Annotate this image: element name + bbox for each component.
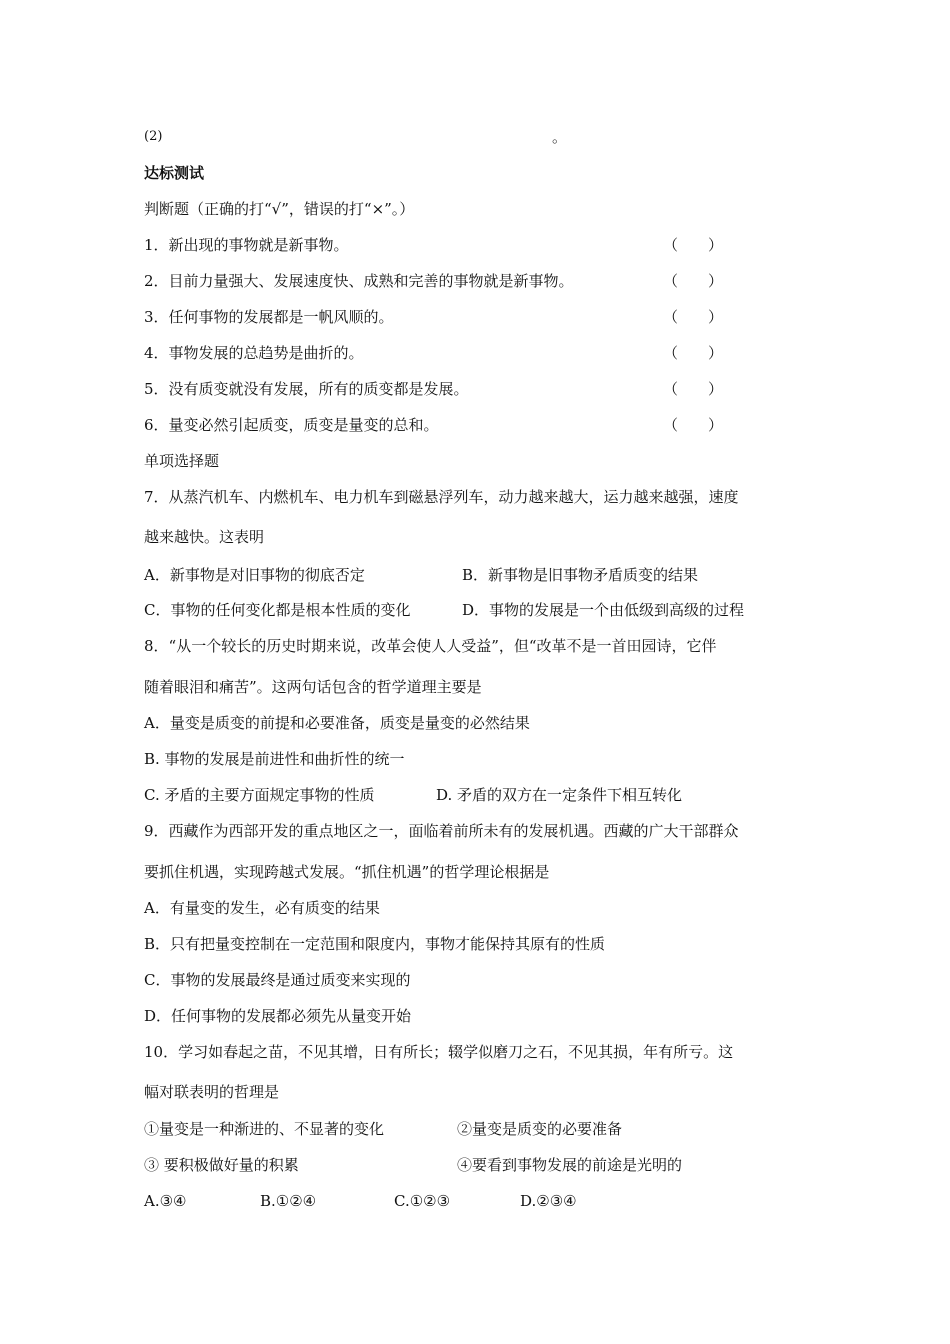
question-10-statement-1: ①量变是一种渐进的、不显著的变化	[144, 1120, 385, 1138]
question-8-option-c: C. 矛盾的主要方面规定事物的性质	[144, 786, 375, 804]
question-8-option-a: A．量变是质变的前提和必要准备，质变是量变的必然结果	[144, 714, 530, 732]
answer-blank-2: （ ）	[663, 272, 724, 290]
judge-item-4: 4．事物发展的总趋势是曲折的。	[144, 344, 364, 362]
question-9-option-d: D．任何事物的发展都必须先从量变开始	[144, 1007, 412, 1025]
question-9-option-a: A．有量变的发生，必有质变的结果	[144, 899, 380, 917]
answer-blank-4: （ ）	[663, 344, 724, 362]
question-9-line-1: 9．西藏作为西部开发的重点地区之一，面临着前所未有的发展机遇。西藏的广大干部群众	[144, 822, 739, 840]
question-7-option-c: C．事物的任何变化都是根本性质的变化	[144, 601, 411, 619]
judge-item-1: 1．新出现的事物就是新事物。	[144, 236, 349, 254]
period-mark: 。	[552, 128, 568, 146]
answer-blank-5: （ ）	[663, 380, 724, 398]
question-10-statement-3: ③ 要积极做好量的积累	[144, 1156, 299, 1174]
question-9-line-2: 要抓住机遇，实现跨越式发展。“抓住机遇”的哲学理论根据是	[144, 863, 550, 881]
question-10-statement-4: ④要看到事物发展的前途是光明的	[457, 1156, 683, 1174]
question-10-option-c: C.①②③	[394, 1192, 451, 1210]
question-10-option-d: D.②③④	[520, 1192, 577, 1210]
single-choice-heading: 单项选择题	[144, 452, 220, 470]
question-8-line-1: 8．“从一个较长的历史时期来说，改革会使人人受益”，但“改革不是一首田园诗，它伴	[144, 637, 717, 655]
item-label-2: (2)	[144, 129, 163, 144]
judge-item-5: 5．没有质变就没有发展，所有的质变都是发展。	[144, 380, 469, 398]
question-8-option-d: D. 矛盾的双方在一定条件下相互转化	[436, 786, 683, 804]
question-7-option-b: B．新事物是旧事物矛盾质变的结果	[462, 566, 699, 584]
question-8-line-2: 随着眼泪和痛苦”。这两句话包含的哲学道理主要是	[144, 678, 482, 696]
judge-item-2: 2．目前力量强大、发展速度快、成熟和完善的事物就是新事物。	[144, 272, 574, 290]
answer-blank-1: （ ）	[663, 236, 724, 254]
question-7-line-2: 越来越快。这表明	[144, 528, 265, 546]
question-10-statement-2: ②量变是质变的必要准备	[457, 1120, 623, 1138]
judge-item-3: 3．任何事物的发展都是一帆风顺的。	[144, 308, 394, 326]
question-8-option-b: B. 事物的发展是前进性和曲折性的统一	[144, 750, 405, 768]
question-7-line-1: 7．从蒸汽机车、内燃机车、电力机车到磁悬浮列车，动力越来越大，运力越来越强，速度	[144, 488, 739, 506]
answer-blank-3: （ ）	[663, 308, 724, 326]
question-10-option-a: A.③④	[144, 1192, 187, 1210]
question-7-option-d: D．事物的发展是一个由低级到高级的过程	[462, 601, 745, 619]
question-10-option-b: B.①②④	[260, 1192, 317, 1210]
answer-blank-6: （ ）	[663, 416, 724, 434]
judge-item-6: 6．量变必然引起质变，质变是量变的总和。	[144, 416, 439, 434]
question-10-line-1: 10．学习如春起之苗，不见其增，日有所长；辍学似磨刀之石，不见其损，年有所亏。这	[144, 1043, 734, 1061]
question-9-option-c: C．事物的发展最终是通过质变来实现的	[144, 971, 411, 989]
question-7-option-a: A．新事物是对旧事物的彻底否定	[144, 566, 365, 584]
question-10-line-2: 幅对联表明的哲理是	[144, 1083, 280, 1101]
question-9-option-b: B．只有把量变控制在一定范围和限度内，事物才能保持其原有的性质	[144, 935, 606, 953]
section-title: 达标测试	[144, 164, 205, 182]
judge-heading: 判断题（正确的打“√”，错误的打“×”。）	[144, 200, 415, 218]
